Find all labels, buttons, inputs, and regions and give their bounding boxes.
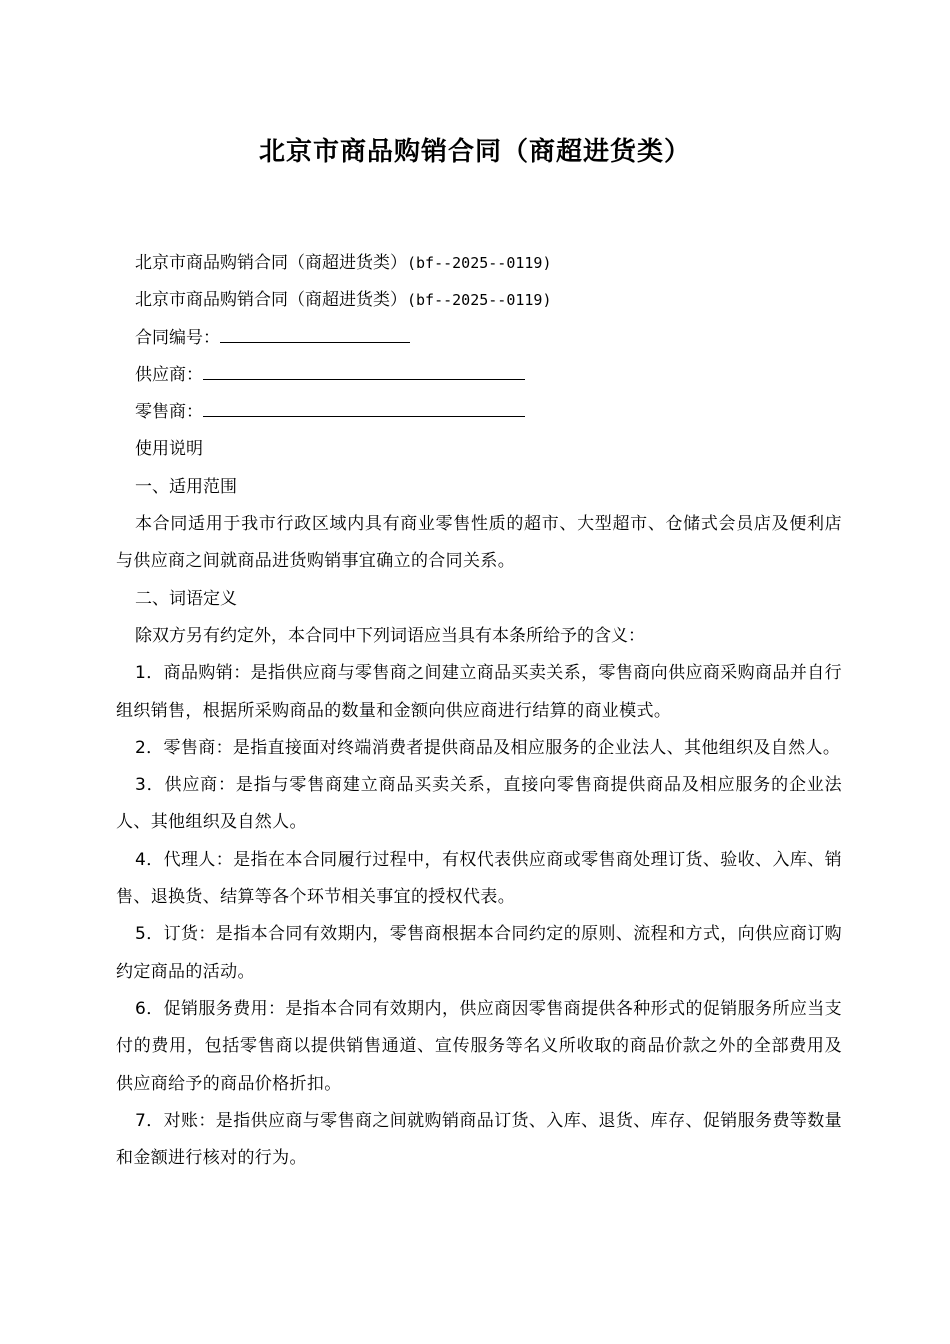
subtitle-line [116,282,842,319]
definition-item: 4．代理人：是指在本合同履行过程中，有权代表供应商或零售商处理订货、验收、入库、销售、退换货、结算等各个环节相关事宜的授权代表。 [116,849,842,908]
retailer-line [116,394,842,431]
retailer-blank [203,398,525,417]
supplier-label: 供应商： [135,364,203,385]
section-heading: 一、适用范围 [135,476,237,497]
subtitle-text: 北京市商品购销合同（商超进货类） [135,290,407,311]
contract-number-blank [220,324,410,343]
instructions-heading: 使用说明 [135,439,203,460]
section-intro: 除双方另有约定外，本合同中下列词语应当具有本条所给予的含义： [135,625,645,646]
section-paragraph: 本合同适用于我市行政区域内具有商业零售性质的超市、大型超市、仓储式会员店及便利店与供应商之间就商品进货购销事宜确立的合同关系。 [116,514,842,572]
definition-item: 3．供应商：是指与零售商建立商品买卖关系，直接向零售商提供商品及相应服务的企业法人、其他组织及自然人。 [116,775,842,833]
contract-number-label: 合同编号： [135,327,220,348]
contract-number-line [116,320,842,357]
supplier-blank [203,361,525,380]
subtitle-code: (bf--2025--0119) [407,291,552,310]
subtitle-code: (bf--2025--0119) [407,254,552,272]
document-body [116,245,842,1177]
retailer-label: 零售商： [135,402,203,423]
supplier-line [116,357,842,394]
definition-item: 6．促销服务费用：是指本合同有效期内，供应商因零售商提供各种形式的促销服务所应当支付的费用，包括零售商以提供销售通道、宣传服务等名义所收取的商品价款之外的全部费用及供应商给予的商品价格折扣。 [116,998,842,1094]
definition-item: 5．订货：是指本合同有效期内，零售商根据本合同约定的原则、流程和方式，向供应商订购约定商品的活动。 [116,924,842,982]
section-heading: 二、词语定义 [135,588,237,609]
subtitle-line [116,245,842,282]
subtitle-text: 北京市商品购销合同（商超进货类） [135,253,407,273]
document-title: 北京市商品购销合同（商超进货类） [258,137,691,167]
definition-item: 2．零售商：是指直接面对终端消费者提供商品及相应服务的企业法人、其他组织及自然人。 [135,737,841,758]
definition-item: 7．对账：是指供应商与零售商之间就购销商品订货、入库、退货、库存、促销服务费等数量和金额进行核对的行为。 [116,1110,842,1169]
definition-item: 1．商品购销：是指供应商与零售商之间建立商品买卖关系，零售商向供应商采购商品并自行组织销售，根据所采购商品的数量和金额向供应商进行结算的商业模式。 [116,663,842,721]
